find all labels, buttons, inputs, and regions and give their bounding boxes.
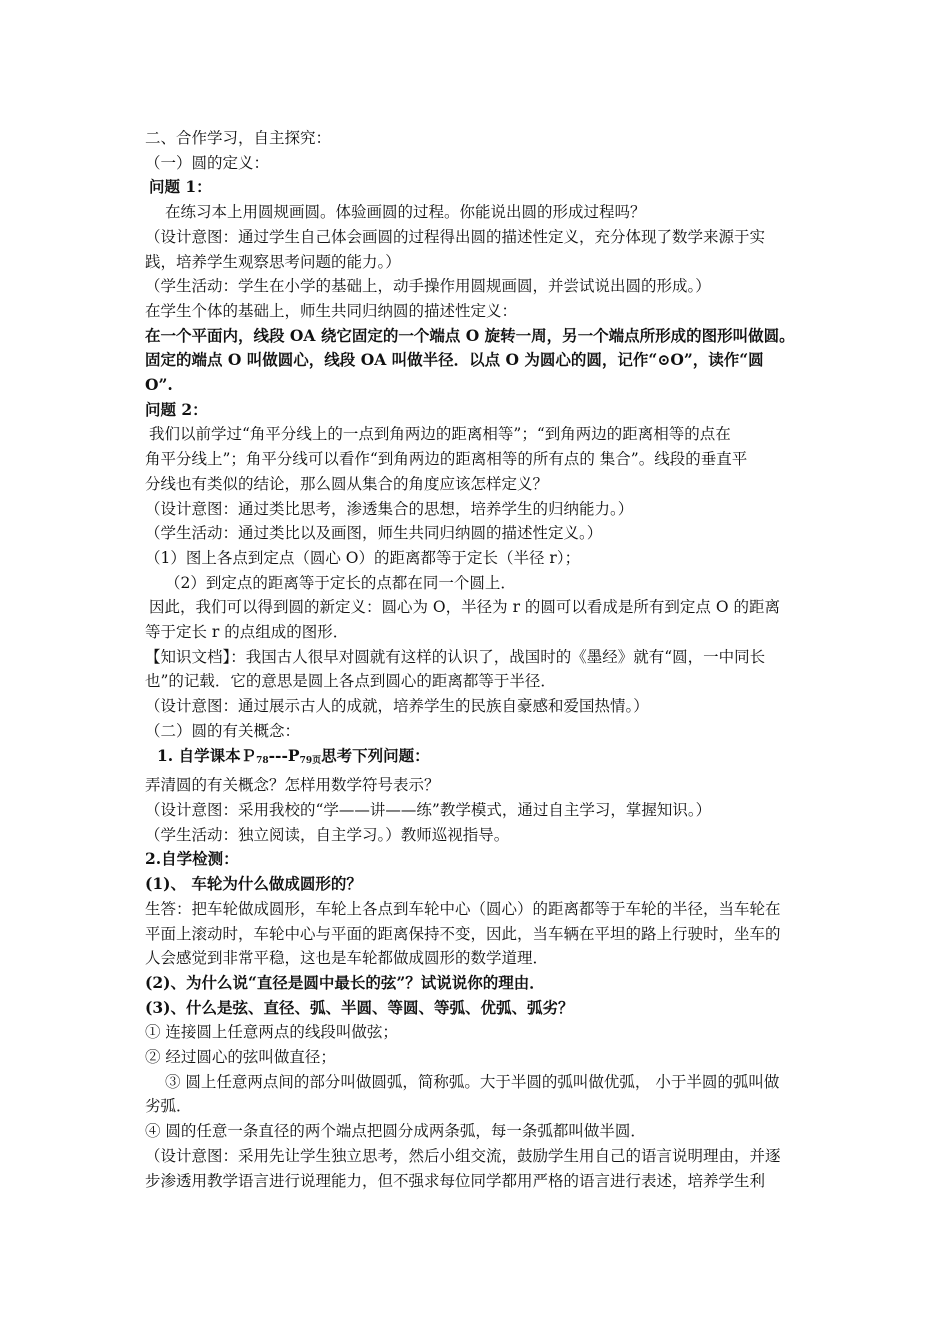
paragraph-line: 分线也有类似的结论，那么圆从集合的角度应该怎样定义？ [145, 474, 549, 493]
question-label: 问题 2： [145, 399, 208, 419]
page-number: 79 [299, 755, 313, 766]
question-label: 问题 1： [149, 177, 212, 197]
paragraph-line: （设计意图：通过展示古人的成就，培养学生的民族自豪感和爱国热情。） [145, 697, 649, 716]
paragraph-line: 因此，我们可以得到圆的新定义：圆心为 O，半径为 r 的圆可以看成是所有到定点 O 的距离 [149, 598, 780, 617]
paragraph-line: 角平分线上”；角平分线可以看作“到角两边的距离相等的所有点的 集合”。线段的垂直平 [145, 450, 748, 469]
paragraph-line: （设计意图：通过类比思考，渗透集合的思想，培养学生的归纳能力。） [145, 499, 634, 518]
paragraph-line: （学生活动：学生在小学的基础上，动手操作用圆规画圆，并尝试说出圆的形成。） [145, 277, 711, 296]
self-study-line [145, 744, 810, 774]
concept-item: 劣弧． [145, 1097, 192, 1116]
paragraph-line: （学生活动：独立阅读，自主学习。）教师巡视指导。 [145, 825, 510, 844]
paragraph-line: 我们以前学过“角平分线上的一点到角两边的距离相等”；“到角两边的距离相等的点在 [149, 425, 731, 444]
definition-line: 固定的端点 O 叫做圆心，线段 OA 叫做半径．以点 O 为圆心的圆，记作“⊙O”，读作“圆 [145, 350, 764, 370]
paragraph-line: 步渗透用教学语言进行说理能力，但不强求每位同学都用严格的语言进行表述，培养学生利 [145, 1171, 766, 1190]
page-unit: 页 [312, 755, 322, 766]
concept-item: ④ 圆的任意一条直径的两个端点把圆分成两条弧，每一条弧都叫做半圆． [145, 1122, 646, 1141]
paragraph-line: （1）图上各点到定点（圆心 O）的距离都等于定长（半径 r）； [145, 548, 581, 567]
question-item: (1)、 车轮为什么做成圆形的？ [145, 874, 362, 894]
paragraph-line: （2）到定点的距离等于定长的点都在同一个圆上． [165, 573, 516, 592]
paragraph-line: 弄清圆的有关概念？怎样用数学符号表示？ [145, 776, 440, 795]
concept-item: ② 经过圆心的弦叫做直径； [145, 1048, 336, 1067]
concept-item: ① 连接圆上任意两点的线段叫做弦； [145, 1023, 398, 1042]
concept-item: ③ 圆上任意两点间的部分叫做圆弧，简称弧。大于半圆的弧叫做优弧， 小于半圆的弧叫做 [165, 1072, 780, 1091]
paragraph-line: 在练习本上用圆规画圆。体验画圆的过程。你能说出圆的形成过程吗？ [165, 203, 646, 222]
question-item: (3)、什么是弦、直径、弧、半圆、等圆、等弧、优弧、弧劣？ [145, 997, 574, 1017]
answer-line: 平面上滚动时，车轮中心与平面的距离保持不变，因此，当车辆在平坦的路上行驶时，坐车的 [145, 924, 781, 943]
self-test-heading: 2.自学检测： [145, 849, 239, 869]
definition-line: O”. [145, 375, 173, 395]
paragraph-line: 践，培养学生观察思考问题的能力。） [145, 252, 401, 271]
answer-line: 人会感觉到非常平稳，这也是车轮都做成圆形的数学道理． [145, 949, 549, 968]
paragraph-line: （设计意图：通过学生自己体会画圆的过程得出圆的描述性定义，充分体现了数学来源于实 [145, 227, 766, 246]
paragraph-line: 等于定长 r 的点组成的图形． [145, 623, 349, 642]
self-study-text: 1. 自学课本Ｐ [157, 745, 257, 765]
answer-line: 生答：把车轮做成圆形，车轮上各点到车轮中心（圆心）的距离都等于车轮的半径，当车轮在 [145, 899, 781, 918]
self-study-text: 思考下列问题： [321, 745, 430, 765]
self-study-text: ---P [268, 745, 300, 765]
paragraph-line: （设计意图：采用先让学生独立思考，然后小组交流，鼓励学生用自己的语言说明理由，并逐 [145, 1146, 781, 1165]
subsection-heading: （一）圆的定义： [145, 153, 270, 172]
paragraph-line: （学生活动：通过类比以及画图，师生共同归纳圆的描述性定义。） [145, 524, 603, 543]
paragraph-line: 在学生个体的基础上，师生共同归纳圆的描述性定义： [145, 301, 518, 320]
page-number: 78 [256, 755, 269, 766]
section-heading: 二、合作学习，自主探究： [145, 129, 332, 147]
definition-line: 在一个平面内，线段 OA 绕它固定的一个端点 O 旋转一周，另一个端点所形成的图形叫做圆。 [145, 325, 795, 345]
subsection-heading: （二）圆的有关概念： [145, 721, 301, 740]
knowledge-note: 也”的记载．它的意思是圆上各点到圆心的距离都等于半径． [145, 672, 556, 691]
knowledge-note: 【知识文档】：我国古人很早对圆就有这样的认识了，战国时的《墨经》就有“圆，一中同长 [145, 647, 766, 666]
question-item: (2)、为什么说“直径是圆中最长的弦”？试说说你的理由． [145, 972, 545, 992]
paragraph-line: （设计意图：采用我校的“学——讲——练”教学模式，通过自主学习，掌握知识。） [145, 800, 712, 819]
